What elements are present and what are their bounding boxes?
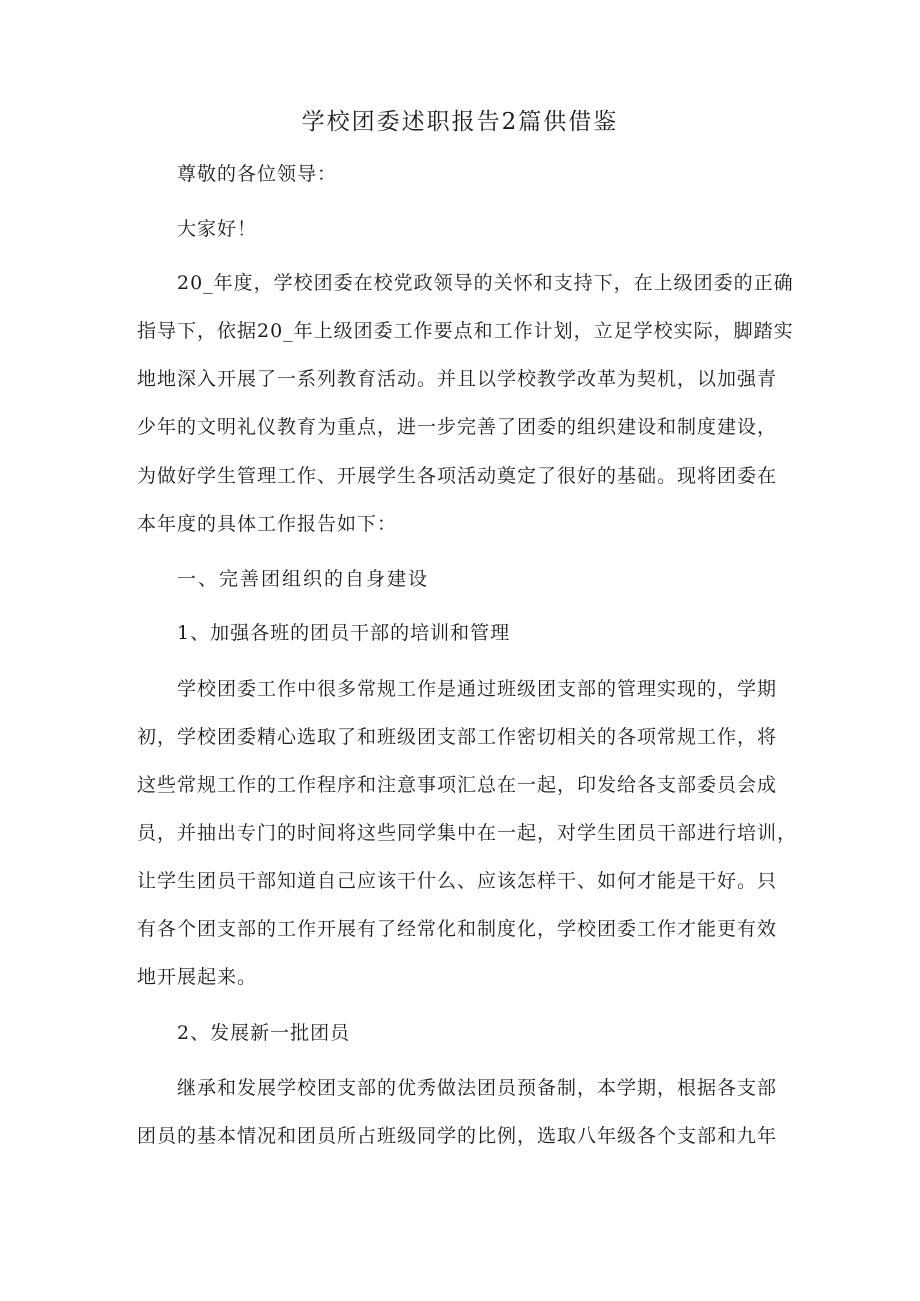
paragraph-line: 让学生团员干部知道自己应该干什么、应该怎样干、如何才能是干好。只 — [137, 870, 778, 892]
paragraph-line: 指导下，依据20_年上级团委工作要点和工作计划，立足学校实际，脚踏实 — [137, 320, 794, 342]
paragraph-line: 初，学校团委精心选取了和班级团支部工作密切相关的各项常规工作，将 — [137, 726, 778, 748]
paragraph-line: 有各个团支部的工作开展有了经常化和制度化，学校团委工作才能更有效 — [137, 918, 778, 940]
paragraph-line: 20_年度，学校团委在校党政领导的关怀和支持下，在上级团委的正确 — [177, 272, 794, 294]
paragraph-line: 员，并抽出专门的时间将这些同学集中在一起，对学生团员干部进行培训， — [137, 822, 798, 844]
paragraph-line: 地开展起来。 — [137, 966, 258, 988]
paragraph-line: 地地深入开展了一系列教育活动。并且以学校教学改革为契机，以加强青 — [137, 368, 778, 390]
greeting: 大家好！ — [177, 218, 258, 240]
paragraph-line: 学校团委工作中很多常规工作是通过班级团支部的管理实现的，学期 — [177, 678, 778, 700]
paragraph-line: 为做好学生管理工作、开展学生各项活动奠定了很好的基础。现将团委在 — [137, 465, 778, 487]
subsection-heading: 2、发展新一批团员 — [177, 1022, 351, 1044]
document-title: 学校团委述职报告2篇供借鉴 — [301, 109, 619, 135]
paragraph-line: 团员的基本情况和团员所占班级同学的比例，选取八年级各个支部和九年 — [137, 1125, 778, 1147]
section-heading: 一、完善团组织的自身建设 — [177, 568, 430, 590]
subsection-heading: 1、加强各班的团员干部的培训和管理 — [177, 622, 511, 644]
paragraph-line: 本年度的具体工作报告如下： — [137, 513, 398, 535]
paragraph-line: 继承和发展学校团支部的优秀做法团员预备制，本学期，根据各支部 — [177, 1077, 778, 1099]
salutation: 尊敬的各位领导： — [177, 163, 338, 185]
paragraph-line: 少年的文明礼仪教育为重点，进一步完善了团委的组织建设和制度建设， — [137, 416, 778, 438]
paragraph-line: 这些常规工作的工作程序和注意事项汇总在一起，印发给各支部委员会成 — [137, 774, 778, 796]
